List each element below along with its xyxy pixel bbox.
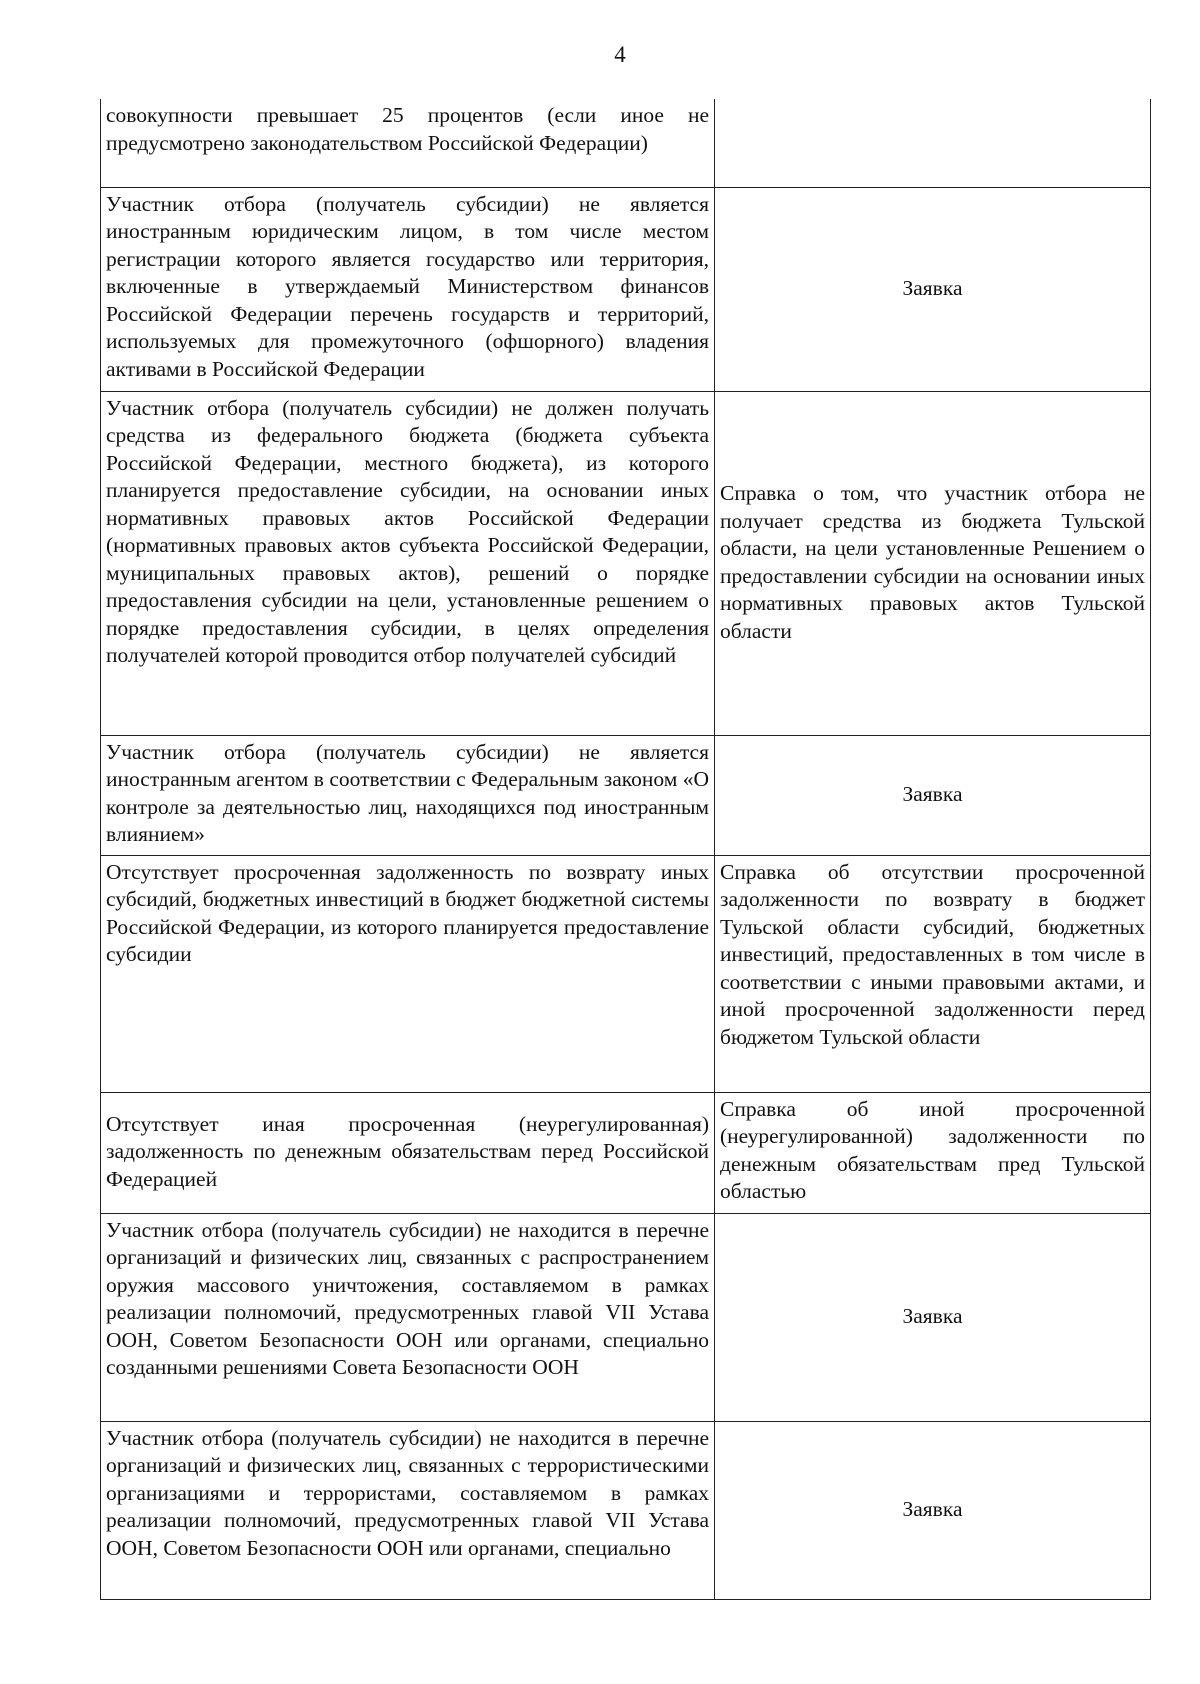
document-cell: Заявка: [715, 735, 1151, 855]
table-row: [101, 855, 1151, 1092]
table-row: [101, 1421, 1151, 1599]
table-row: [101, 187, 1151, 391]
document-cell: Заявка: [715, 1421, 1151, 1599]
requirement-cell: Отсутствует просроченная задолженность по возврату иных субсидий, бюджетных инвестиций в бюджет бюджетной системы Российской Федерации, из которого планируется предоставление субсидии: [101, 855, 715, 1092]
page-number: 4: [614, 42, 626, 67]
document-cell: Справка об отсутствии просроченной задолженности по возврату в бюджет Тульской области субсидий, бюджетных инвестиций, предоставленных в том числе в соответствии с иными правовыми актами, и иной просроченной задолженности перед бюджетом Тульской области: [715, 855, 1151, 1092]
requirement-cell: Участник отбора (получатель субсидии) не является иностранным юридическим лицом, в том числе местом регистрации которого является государство или территория, включенные в утверждаемый Министерством финансов Российской Федерации перечень государств и территорий, используемых для промежуточного (офшорного) владения активами в Российской Федерации: [101, 187, 715, 391]
requirement-cell: Участник отбора (получатель субсидии) не является иностранным агентом в соответствии с Федеральным законом «О контроле за деятельностью лиц, находящихся под иностранным влиянием»: [101, 735, 715, 855]
document-cell: Заявка: [715, 1213, 1151, 1421]
document-cell: Справка о том, что участник отбора не получает средства из бюджета Тульской области, на цели установленные Решением о предоставлении субсидии на основании иных нормативных правовых актов Тульской области: [715, 391, 1151, 735]
table-row: [101, 391, 1151, 735]
document-cell: Заявка: [715, 187, 1151, 391]
document-cell: [715, 99, 1151, 187]
table-row: [101, 1092, 1151, 1213]
requirement-cell: Участник отбора (получатель субсидии) не должен получать средства из федерального бюджета (бюджета субъекта Российской Федерации, местного бюджета), из которого планируется предоставление субсидии, на основании иных нормативных правовых актов Российской Федерации (нормативных правовых актов субъекта Российской Федерации, муниципальных правовых актов), решений о порядке предоставления субсидии на цели, установленные решением о порядке предоставления субсидии, в целях определения получателей которой проводится отбор получателей субсидий: [101, 391, 715, 735]
requirement-cell: Участник отбора (получатель субсидии) не находится в перечне организаций и физических лиц, связанных с распространением оружия массового уничтожения, составляемом в рамках реализации полномочий, предусмотренных главой VII Устава ООН, Советом Безопасности ООН или органами, специально созданными решениями Совета Безопасности ООН: [101, 1213, 715, 1421]
table-row: [101, 735, 1151, 855]
requirement-cell: совокупности превышает 25 процентов (если иное не предусмотрено законодательством Российской Федерации): [101, 99, 715, 187]
document-cell: Справка об иной просроченной (неурегулированной) задолженности по денежным обязательствам пред Тульской областью: [715, 1092, 1151, 1213]
table-row: [101, 1213, 1151, 1421]
requirement-cell: Участник отбора (получатель субсидии) не находится в перечне организаций и физических лиц, связанных с террористическими организациями и террористами, составляемом в рамках реализации полномочий, предусмотренных главой VII Устава ООН, Советом Безопасности ООН или органами, специально: [101, 1421, 715, 1599]
requirements-table: [100, 99, 1151, 1600]
requirement-cell: Отсутствует иная просроченная (неурегулированная) задолженность по денежным обязательствам перед Российской Федерацией: [101, 1092, 715, 1213]
table-row: [101, 99, 1151, 187]
